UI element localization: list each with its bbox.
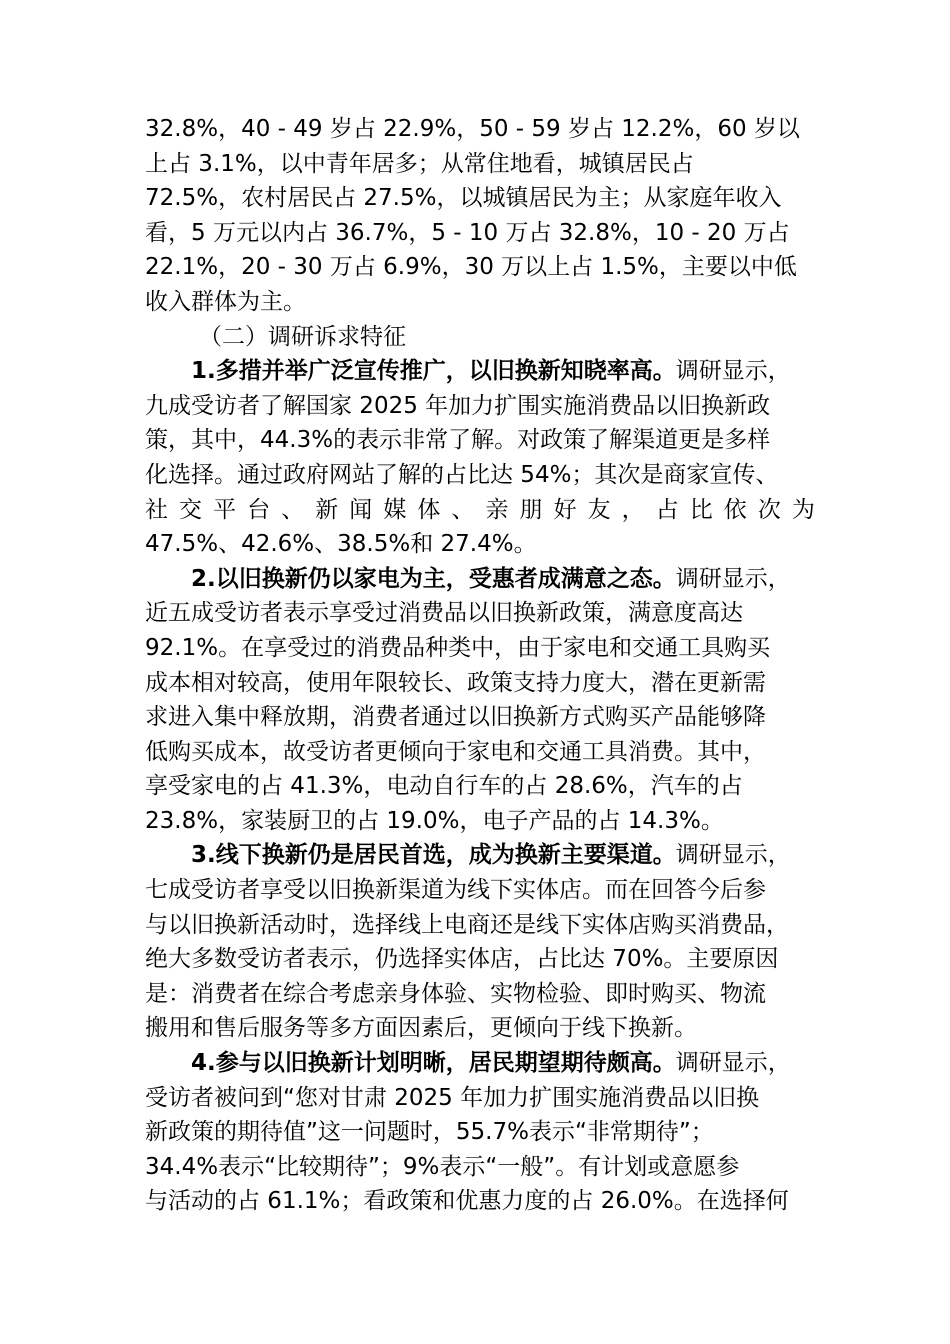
text-line: 72.5%，农村居民占 27.5%，以城镇居民为主；从家庭年收入 bbox=[145, 185, 782, 212]
point-lead-3: 3.线下换新仍是居民首选，成为换新主要渠道。 bbox=[191, 842, 676, 869]
text-line: 化选择。通过政府网站了解的占比达 54%；其次是商家宣传、 bbox=[145, 461, 779, 488]
point-paragraph-2 bbox=[145, 562, 815, 839]
char: 、 bbox=[281, 496, 305, 523]
char: 闻 bbox=[349, 496, 373, 523]
text-line: 七成受访者享受以旧换新渠道为线下实体店。而在回答今后参 bbox=[145, 877, 766, 904]
text-line: 32.8%，40 - 49 岁占 22.9%，50 - 59 岁占 12.2%，60 岁以 bbox=[145, 116, 800, 142]
text-line: 92.1%。在享受过的消费品种类中，由于家电和交通工具购买 bbox=[145, 634, 771, 661]
char: 好 bbox=[553, 496, 577, 523]
point-lead-1: 1.多措并举广泛宣传推广，以旧换新知晓率高。 bbox=[191, 358, 676, 385]
text-line: 策，其中，44.3%的表示非常了解。对政策了解渠道更是多样 bbox=[145, 427, 771, 454]
text-line: 受访者被问到“您对甘肃 2025 年加力扩围实施消费品以旧换 bbox=[145, 1084, 760, 1111]
char: 为 bbox=[791, 496, 815, 523]
char: 依 bbox=[723, 496, 747, 523]
point-lead-rest: 调研显示， bbox=[675, 565, 791, 592]
text-line: 新政策的期待值”这一问题时，55.7%表示“非常期待”； bbox=[145, 1119, 714, 1146]
char: ， bbox=[621, 496, 645, 523]
point-lead-4: 4.参与以旧换新计划明晰，居民期望期待颇高。 bbox=[191, 1050, 676, 1077]
point-lead-rest: 调研显示， bbox=[675, 842, 791, 869]
text-line: 低购买成本，故受访者更倾向于家电和交通工具消费。其中， bbox=[145, 738, 766, 765]
char: 平 bbox=[213, 496, 237, 523]
char: 体 bbox=[417, 496, 441, 523]
section-heading: （二）调研诉求特征 bbox=[199, 323, 406, 350]
text-line: 34.4%表示“比较期待”；9%表示“一般”。有计划或意愿参 bbox=[145, 1153, 740, 1180]
text-line: 享受家电的占 41.3%，电动自行车的占 28.6%，汽车的占 bbox=[145, 773, 743, 800]
intro-paragraph bbox=[145, 112, 815, 320]
char: 媒 bbox=[383, 496, 407, 523]
text-line: 23.8%，家装厨卫的占 19.0%，电子产品的占 14.3%。 bbox=[145, 807, 724, 834]
point-lead-rest: 调研显示， bbox=[675, 358, 791, 385]
char: 亲 bbox=[485, 496, 509, 523]
point-paragraph-3 bbox=[145, 838, 815, 1046]
text-line: 与活动的占 61.1%；看政策和优惠力度的占 26.0%。在选择何 bbox=[145, 1188, 789, 1215]
char: 新 bbox=[315, 496, 339, 523]
text-line: 22.1%，20 - 30 万占 6.9%，30 万以上占 1.5%，主要以中低 bbox=[145, 254, 797, 281]
char: 朋 bbox=[519, 496, 543, 523]
document-page bbox=[145, 112, 815, 1219]
char: 交 bbox=[179, 496, 203, 523]
text-line: 是：消费者在综合考虑亲身体验、实物检验、即时购买、物流 bbox=[145, 980, 766, 1007]
text-line: 搬用和售后服务等多方面因素后，更倾向于线下换新。 bbox=[145, 1015, 697, 1042]
text-line: 成本相对较高，使用年限较长、政策支持力度大，潜在更新需 bbox=[145, 669, 766, 696]
text-line: 与以旧换新活动时，选择线上电商还是线下实体店购买消费品， bbox=[145, 911, 789, 938]
text-line: 绝大多数受访者表示，仍选择实体店，占比达 70%。主要原因 bbox=[145, 946, 779, 973]
char: 占 bbox=[655, 496, 679, 523]
spread-text-line bbox=[145, 493, 815, 528]
text-line: 求进入集中释放期，消费者通过以旧换新方式购买产品能够降 bbox=[145, 704, 766, 731]
point-lead-2: 2.以旧换新仍以家电为主，受惠者成满意之态。 bbox=[191, 565, 676, 592]
text-line: 上占 3.1%，以中青年居多；从常住地看，城镇居民占 bbox=[145, 150, 694, 177]
point-lead-rest: 调研显示， bbox=[675, 1050, 791, 1077]
char: 次 bbox=[757, 496, 781, 523]
char: 友 bbox=[587, 496, 611, 523]
point-paragraph-4 bbox=[145, 1046, 815, 1219]
point-paragraph-1 bbox=[145, 354, 815, 562]
text-line: 近五成受访者表示享受过消费品以旧换新政策，满意度高达 bbox=[145, 600, 743, 627]
text-line: 47.5%、42.6%、38.5%和 27.4%。 bbox=[145, 531, 537, 558]
text-line: 看，5 万元以内占 36.7%，5 - 10 万占 32.8%，10 - 20 万占 bbox=[145, 219, 790, 246]
char: 社 bbox=[145, 496, 168, 523]
text-line: 九成受访者了解国家 2025 年加力扩围实施消费品以旧换新政 bbox=[145, 392, 771, 419]
char: 比 bbox=[689, 496, 713, 523]
char: 台 bbox=[247, 496, 271, 523]
text-line: 收入群体为主。 bbox=[145, 288, 306, 315]
char: 、 bbox=[451, 496, 475, 523]
